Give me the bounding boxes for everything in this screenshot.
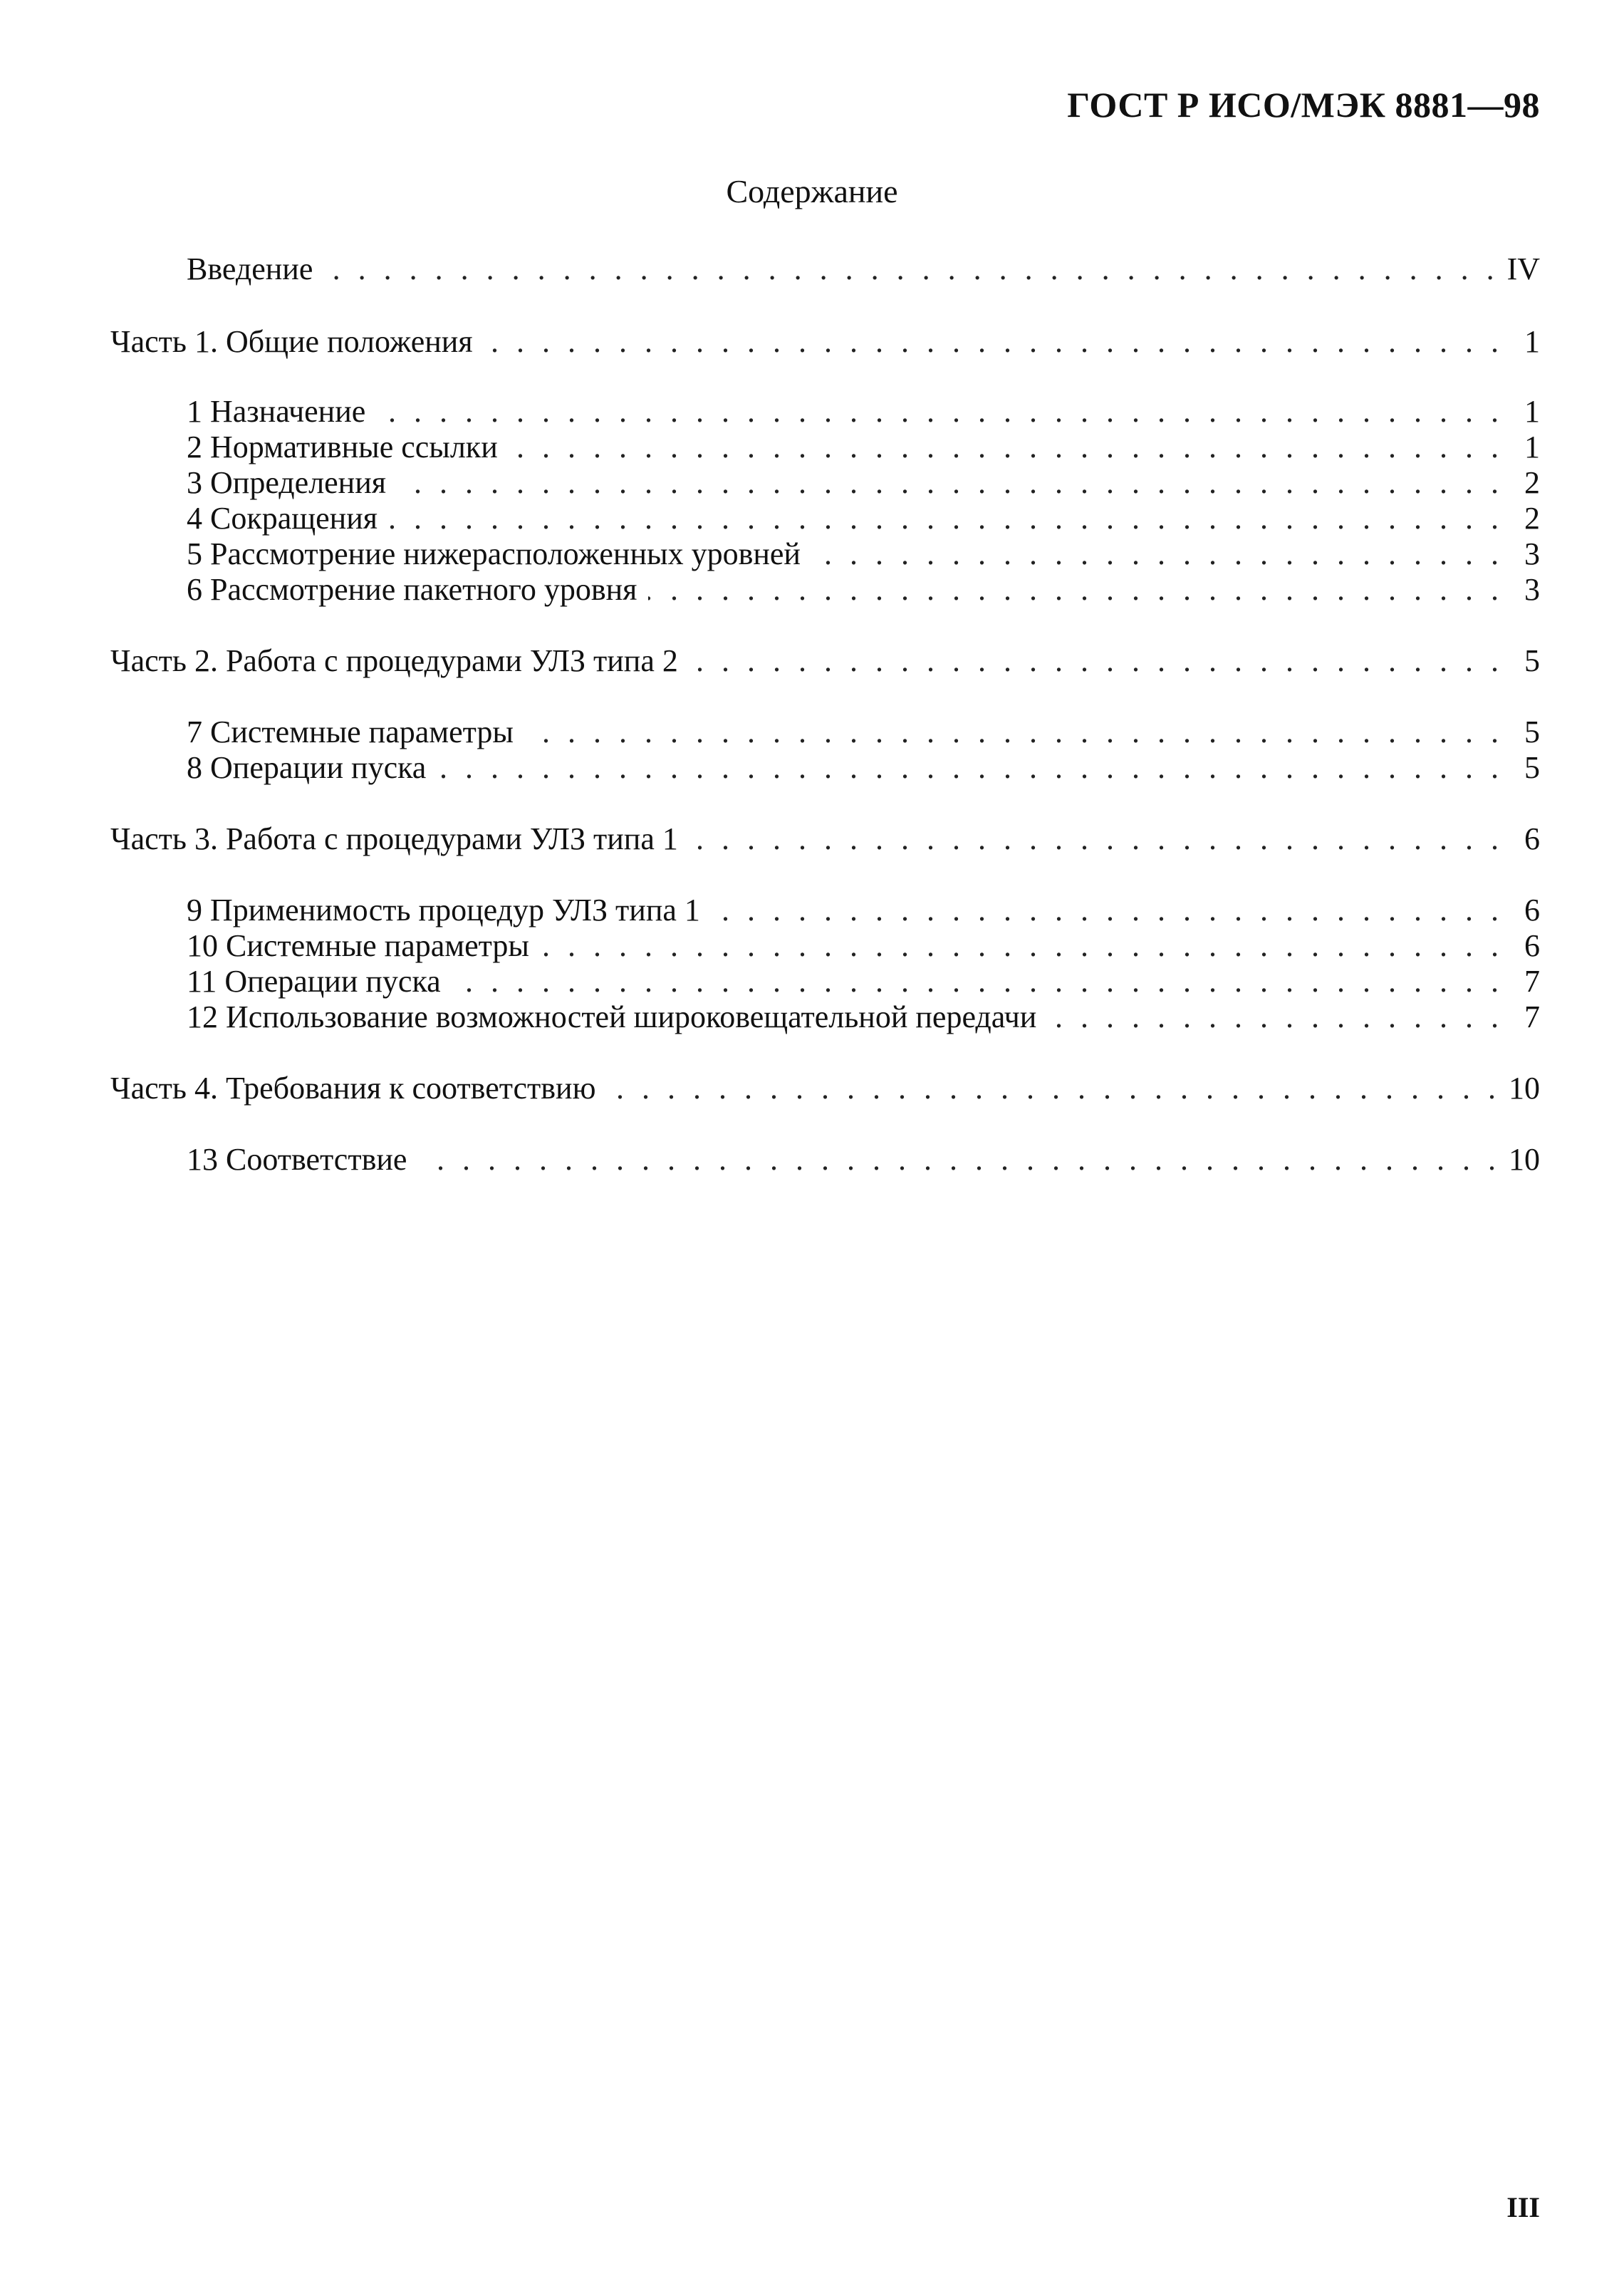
toc-entry[interactable] [187,962,1540,1002]
dot-leader [541,926,1499,966]
toc-entry[interactable] [187,997,1540,1037]
toc-entry[interactable] [187,392,1540,432]
page-number: III [1506,2191,1540,2223]
dot-leader [1048,997,1499,1037]
toc-entry[interactable] [187,570,1540,610]
dot-leader [389,499,1499,539]
toc-entry[interactable] [187,1140,1540,1180]
dot-leader [689,819,1499,859]
toc-entry-page: 1 [1524,324,1540,359]
toc-entry-label: 2 Нормативные ссылки [187,430,498,464]
toc-entry-label: 5 Рассмотрение нижерасположенных уровней [187,536,801,571]
toc-entry-label: 8 Операции пуска [187,750,427,785]
toc-entry[interactable] [187,748,1540,788]
toc-title: Содержание [726,173,898,209]
document-code: ГОСТ Р ИСО/МЭК 8881—98 [1067,85,1540,125]
toc-entry[interactable] [187,712,1540,752]
toc-entry-page: 5 [1524,715,1540,749]
dot-leader [397,463,1499,503]
toc-entry-label: 13 Соответствие [187,1142,407,1177]
toc-entry-label: 10 Системные параметры [187,928,529,963]
toc-entry[interactable] [187,463,1540,503]
toc-entry-page: 3 [1524,536,1540,571]
dot-leader [712,890,1499,930]
toc-entry-page: 6 [1524,893,1540,928]
toc-entry-page: 7 [1524,964,1540,999]
toc-entry-page: 7 [1524,999,1540,1034]
toc-entry-label: Часть 1. Общие положения [110,324,473,359]
toc-entry-label: 9 Применимость процедур УЛЗ типа 1 [187,893,700,928]
toc-entry[interactable] [187,427,1540,467]
dot-leader [484,322,1499,362]
dot-leader [377,392,1499,432]
toc-entry-label: 12 Использование возможностей широковещательной передачи [187,999,1037,1034]
toc-entry-label: 6 Рассмотрение пакетного уровня [187,572,637,607]
toc-entry-page: 10 [1509,1071,1540,1106]
toc-entry-label: Часть 2. Работа с процедурами УЛЗ типа 2 [110,643,678,678]
toc-entry-label: Часть 4. Требования к соответствию [110,1071,596,1106]
toc-entry[interactable] [187,890,1540,930]
toc-entry[interactable] [110,1069,1540,1108]
toc-entry-page: 2 [1524,465,1540,500]
toc-entry-page: 10 [1509,1142,1540,1177]
toc-entry[interactable] [110,322,1540,362]
toc-entry[interactable] [110,819,1540,859]
toc-entry[interactable] [187,499,1540,539]
toc-entry-page: 5 [1524,750,1540,785]
toc-entry-label: 1 Назначение [187,394,366,429]
toc-entry[interactable] [187,249,1540,289]
dot-leader [418,1140,1496,1180]
toc-entry-label: 3 Определения [187,465,387,500]
toc-entry-page: 5 [1524,643,1540,678]
toc-entry[interactable] [187,534,1540,574]
toc-entry-label: 11 Операции пуска [187,964,441,999]
toc-entry-page: IV [1506,251,1540,286]
toc-entry-page: 3 [1524,572,1540,607]
dot-leader [607,1069,1496,1108]
toc-entry-label: Часть 3. Работа с процедурами УЛЗ типа 1 [110,821,678,856]
toc-entry-page: 6 [1524,821,1540,856]
toc-entry-page: 1 [1524,394,1540,429]
toc-entry-label: Введение [187,251,313,286]
dot-leader [452,962,1499,1002]
toc-entry-page: 6 [1524,928,1540,963]
dot-leader [324,249,1494,289]
toc-entry[interactable] [110,641,1540,681]
dot-leader [689,641,1499,681]
dot-leader [812,534,1499,574]
dot-leader [509,427,1499,467]
dot-leader [648,570,1499,610]
toc-entry-label: 7 Системные параметры [187,715,514,749]
toc-entry[interactable] [187,926,1540,966]
toc-entry-page: 1 [1524,430,1540,464]
dot-leader [437,748,1499,788]
dot-leader [525,712,1499,752]
toc-entry-label: 4 Сокращения [187,501,378,536]
toc-entry-page: 2 [1524,501,1540,536]
